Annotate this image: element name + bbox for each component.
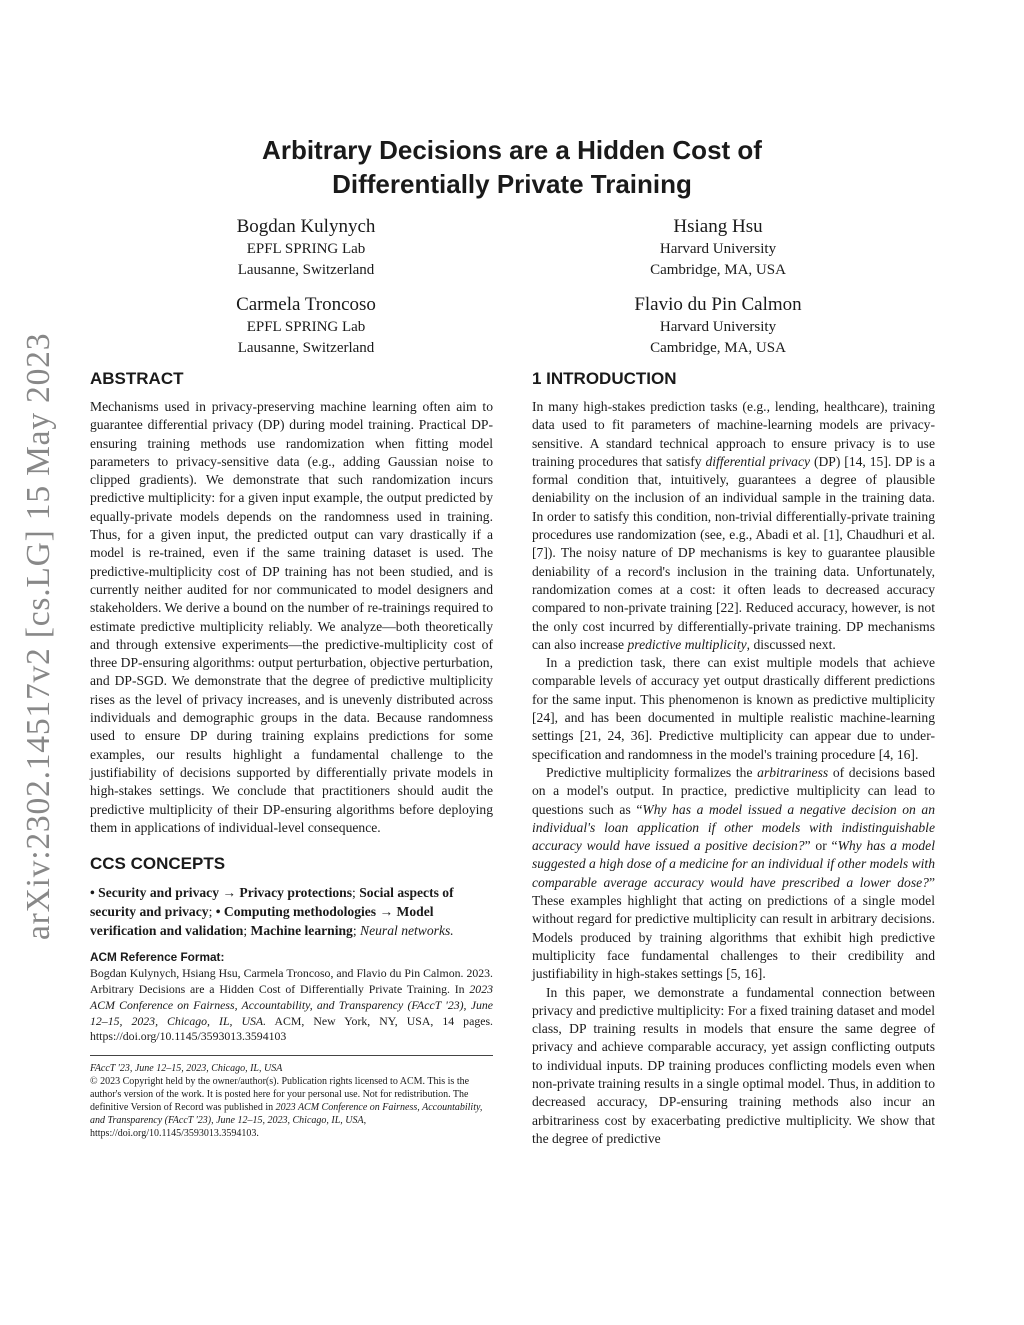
copyright-text: © 2023 Copyright held by the owner/author(s). Publication rights licensed to ACM. This is the author's version of the work. It is posted here for your personal use. Not for redistribution. The definitive Version of Record was published in xyxy=(90,1076,470,1114)
author-name: Bogdan Kulynych xyxy=(236,216,376,237)
author-affiliation: EPFL SPRING Lab xyxy=(246,241,366,257)
author-block xyxy=(176,293,436,359)
abstract-heading: ABSTRACT xyxy=(90,369,184,388)
footnote-venue-text: FAccT '23, June 12–15, 2023, Chicago, IL, USA xyxy=(90,1063,283,1075)
author-location: Lausanne, Switzerland xyxy=(237,262,375,278)
text-run: ” These examples highlight that acting on predictions of a single model without regard for predictive multiplicity can result in arbitrary decisions. Models produced by training algorithms that exhibit high predictive multiplicity face fundamental challenges to their credibility and justifiability in high-stakes settings [5, 16]. xyxy=(532,874,935,982)
ccs-term: Social aspects of security and privacy xyxy=(90,885,454,920)
author-block xyxy=(588,215,848,281)
ccs-separator: ; xyxy=(208,904,216,920)
ccs-heading: CCS CONCEPTS xyxy=(90,854,226,874)
author-affiliation: Harvard University xyxy=(659,319,777,335)
ccs-term: • Security and privacy xyxy=(90,885,219,901)
intro-paragraph: In a prediction task, there can exist multiple models that achieve comparable levels of accuracy yet output drastically different predictions for the same input. This phenomenon is known as predictive multiplicity [24], and has been documented in multiple realistic machine-learning settings [21, 24, 36]. Predictive multiplicity can appear due to under-specification and randomness in the model's training procedure [4, 16]. xyxy=(532,655,935,762)
acm-reference-label: ACM Reference Format: xyxy=(90,950,225,965)
left-column xyxy=(90,368,493,1140)
author-block xyxy=(176,215,436,281)
ccs-separator: ; xyxy=(352,923,361,939)
acm-reference-text xyxy=(90,966,493,1045)
acm-ref-venue: 2023 ACM Conference on Fairness, Accountability, and Transparency (FAccT '23), June 12–15, 2023, Chicago, IL, USA. xyxy=(90,981,493,1028)
right-column xyxy=(532,368,935,1148)
title-line-1: Arbitrary Decisions are a Hidden Cost of xyxy=(262,135,762,165)
copyright-doi: , https://doi.org/10.1145/3593013.3594103. xyxy=(90,1115,367,1140)
text-run: of decisions based on a model's output. In practice, predictive multiplicity can lead to questions such as “ xyxy=(532,764,936,817)
footnote-copyright xyxy=(90,1075,493,1140)
author-location: Cambridge, MA, USA xyxy=(650,340,786,356)
author-affiliation: EPFL SPRING Lab xyxy=(246,319,366,335)
footnote-divider xyxy=(90,1055,493,1056)
text-run: In many high-stakes prediction tasks (e.g., lending, healthcare), training data used to fit parameters of machine-learning models are privacy-sensitive. A standard technical approach to ensure privacy is to use training procedures that satisfy xyxy=(532,399,935,469)
ccs-concepts xyxy=(90,883,493,940)
author-name: Hsiang Hsu xyxy=(673,216,763,237)
title-line-2: Differentially Private Training xyxy=(332,169,692,199)
author-affiliation: Harvard University xyxy=(659,241,777,257)
text-run: , discussed next. xyxy=(746,636,836,652)
ccs-term: • Computing methodologies xyxy=(215,904,377,920)
acm-ref-authors: Bogdan Kulynych, Hsiang Hsu, Carmela Troncoso, and Flavio du Pin Calmon. 2023. Arbitrary Decisions are a Hidden Cost of Differentially Private Training. In xyxy=(90,966,493,996)
ccs-arrow: → xyxy=(219,885,240,901)
footnote-venue xyxy=(90,1062,493,1075)
ccs-arrow: → xyxy=(376,904,397,920)
text-run: ” or “ xyxy=(804,838,838,854)
ccs-term: Model verification and validation xyxy=(90,904,434,939)
copyright-venue: 2023 ACM Conference on Fairness, Accountability, and Transparency (FAccT '23), June 12–15, 2023, Chicago, IL, USA xyxy=(90,1102,483,1127)
acm-ref-publisher: ACM, New York, NY, USA, 14 pages. https://doi.org/10.1145/3593013.3594103 xyxy=(90,1013,493,1044)
author-name: Carmela Troncoso xyxy=(236,294,376,315)
emphasis: arbitrariness xyxy=(757,764,829,780)
paper-title xyxy=(180,133,844,201)
author-name: Flavio du Pin Calmon xyxy=(634,294,802,315)
ccs-separator: ; xyxy=(352,885,360,901)
ccs-separator: ; xyxy=(243,923,251,939)
ccs-term: Neural networks. xyxy=(360,923,454,939)
intro-paragraph xyxy=(532,398,935,654)
ccs-term: Machine learning xyxy=(250,923,353,939)
arxiv-stamp: arXiv:2302.14517v2 [cs.LG] 15 May 2023 xyxy=(20,332,57,940)
text-run: Predictive multiplicity formalizes the xyxy=(546,764,758,780)
abstract-text: Mechanisms used in privacy-preserving machine learning often aim to guarantee differential privacy (DP) during model training. Practical DP-ensuring training methods use randomization when fitting model parameters to privacy-sensitive data (e.g., adding Gaussian noise to clipped gradients). We demonstrate that such randomization incurs predictive multiplicity: for a given input example, the output predicted by equally-private models depends on the randomness used in training. Thus, for a given input, the predicted output can vary drastically if a model is re-trained, even if the same training dataset is used. The predictive-multiplicity cost of DP training has not been studied, and is currently neither audited for nor communicated to model designers and stakeholders. We derive a bound on the number of re-trainings required to estimate predictive multiplicity reliably. We analyze—both theoretically and through extensive experiments—the predictive-multiplicity cost of three DP-ensuring algorithms: output perturbation, objective perturbation, and DP-SGD. We demonstrate that the degree of predictive multiplicity rises as the level of privacy increases, and is unevenly distributed across individuals and demographic groups in the data. Because randomness used to ensure DP during training explains predictions for some examples, our results highlight a fundamental challenge to the justifiability of decisions supported by differentially private models in high-stakes settings. We conclude that practitioners should audit the predictive multiplicity of their DP-ensuring algorithms before deploying them in applications of individual-level consequence. xyxy=(90,399,493,835)
text-run: (DP) [14, 15]. DP is a formal condition that, intuitively, guarantees a degree of plausible deniability on the inclusion of an individual sample in the training data. In order to satisfy this condition, non-trivial differentially-private training procedures use randomization (see, e.g., Abadi et al. [1], Chaudhuri et al. [7]). The noisy nature of DP mechanisms is key to guarantee plausible deniability of a record's inclusion in the training data. Unfortunately, randomization comes at a cost: it often leads to decreased accuracy compared to non-private training [22]. Reduced accuracy, however, is not the only cost incurred by differentially-private training. DP mechanisms can also increase xyxy=(532,453,935,652)
emphasis: predictive multiplicity xyxy=(627,636,747,652)
intro-paragraph: In this paper, we demonstrate a fundamental connection between privacy and predictive multiplicity: For a fixed training dataset and model class, DP training results in models that ensure the same degree of privacy and achieve comparable accuracy, yet assign conflicting outputs to individual inputs. DP training produces conflicting models even when non-private training results in a single optimal model. Thus, in addition to decreased accuracy, DP-ensuring training methods also incur an arbitrariness cost by exacerbating predictive multiplicity. We show that the degree of predictive xyxy=(532,984,935,1146)
question-quote: Why has a model suggested a high dose of a medicine for an individual if other models with comparable average accuracy would have prescribed a lower dose? xyxy=(532,838,935,890)
author-location: Cambridge, MA, USA xyxy=(650,262,786,278)
author-block xyxy=(588,293,848,359)
intro-paragraph xyxy=(532,764,935,984)
intro-heading: 1 INTRODUCTION xyxy=(532,369,677,388)
author-location: Lausanne, Switzerland xyxy=(237,340,375,356)
ccs-term: Privacy protections xyxy=(239,885,353,901)
question-quote: Why has a model issued a negative decision on an individual's loan application if other models with indistinguishable accuracy would have issued a positive decision? xyxy=(532,801,935,854)
emphasis: differential privacy xyxy=(705,453,811,469)
